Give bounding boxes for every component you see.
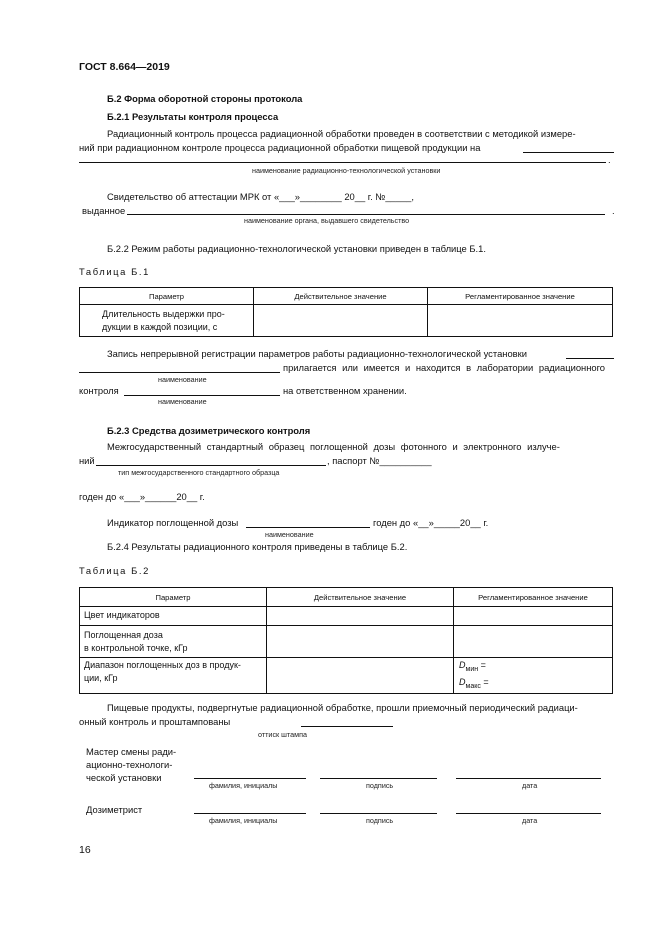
caption-indicator-name: наименование (265, 530, 314, 539)
standard-sample-fill-line[interactable] (96, 465, 326, 466)
table2-header-actual: Действительное значение (267, 588, 454, 607)
table1-cell-param: Длительность выдержки про- дукции в каждой позиции, с (80, 305, 254, 337)
installation-fill-line-1[interactable] (523, 152, 614, 153)
master-name-line[interactable] (194, 778, 306, 779)
indicator-fill-line[interactable] (246, 527, 370, 528)
record-line2: прилагается или имеется и находится в лаборатории радиационного (283, 362, 606, 373)
table-b1 (79, 287, 613, 337)
table-row (80, 607, 613, 626)
record-fill-line-2[interactable] (79, 372, 280, 373)
b23-line2-end: , паспорт №__________ (327, 455, 432, 466)
b21-text-line2: ний при радиационном контроле процесса радиационной обработки пищевой продукции на (79, 142, 481, 153)
table2-cell-colour: Цвет индикаторов (80, 607, 267, 626)
dosimetrist-date-line[interactable] (456, 813, 601, 814)
b22-text: Б.2.2 Режим работы радиационно-технологической установки приведен в таблице Б.1. (107, 243, 486, 254)
table2-cell-actual-2[interactable] (267, 626, 454, 658)
table2-header-param: Параметр (80, 588, 267, 607)
section-b2-title: Б.2 Форма оборотной стороны протокола (107, 93, 303, 104)
b23-line2-start: ний (79, 455, 95, 466)
valid-until-line: годен до «___»______20__ г. (79, 491, 205, 502)
caption-issuer: наименование органа, выдавшего свидетельство (244, 216, 410, 225)
table-row (80, 626, 613, 658)
certificate-line: Свидетельство об аттестации МРК от «___»________ 20__ г. №_____, (107, 191, 415, 202)
section-b21-title: Б.2.1 Результаты контроля процесса (107, 111, 279, 122)
b23-text-line1: Межгосударственный стандартный образец поглощенной дозы фотонного и электронного излуче- (107, 441, 560, 452)
dosimetrist-caption-name: фамилия, инициалы (209, 816, 278, 825)
indicator-valid-until: годен до «__»_____20__ г. (373, 517, 489, 528)
indicator-label: Индикатор поглощенной дозы (107, 517, 239, 528)
caption-standard-type: тип межгосударственного стандартного образца (118, 468, 280, 477)
caption-installation: наименование радиационно-технологической установки (252, 166, 441, 175)
table2-label: Таблица Б.2 (79, 565, 150, 576)
table2-header-regulated: Регламентированное значение (454, 588, 613, 607)
dose-max-formula (459, 676, 609, 693)
caption-record-2: наименование (158, 397, 207, 406)
dose-max-symbol: D (459, 676, 466, 687)
dose-max-equals: = (480, 676, 489, 687)
table2-cell-actual-1[interactable] (267, 607, 454, 626)
table2-cell-regulated-3[interactable] (454, 658, 613, 694)
table-b2 (79, 587, 613, 694)
dosimetrist-caption-sign: подпись (366, 816, 394, 825)
record-line3-start: контроля (79, 385, 119, 396)
dosimetrist-caption-date: дата (522, 816, 538, 825)
stamp-fill-line[interactable] (301, 726, 393, 727)
dosimetrist-label: Дозиметрист (86, 804, 143, 815)
master-caption-date: дата (522, 781, 538, 790)
dosimetrist-signature-line[interactable] (320, 813, 437, 814)
page-number: 16 (79, 844, 91, 856)
caption-record-1: наименование (158, 375, 207, 384)
issued-label: выданное (82, 205, 126, 216)
period: . (612, 205, 615, 216)
table1-header-regulated: Регламентированное значение (428, 288, 613, 305)
final-line1: Пищевые продукты, подвергнутые радиационной обработке, прошли приемочный периодический радиаци- (107, 702, 578, 713)
dose-min-formula (459, 659, 609, 676)
installation-fill-line-2[interactable] (79, 162, 606, 163)
table2-cell-regulated-1[interactable] (454, 607, 613, 626)
issuer-fill-line[interactable] (127, 214, 605, 215)
table1-header-param: Параметр (80, 288, 254, 305)
record-line3-end: на ответственном хранении. (283, 385, 407, 396)
record-fill-line-1[interactable] (566, 358, 614, 359)
table2-cell-dose: Поглощенная доза в контрольной точке, кГр (80, 626, 267, 658)
b21-text-line1: Радиационный контроль процесса радиационной обработки проведен в соответствии с методикой измере- (107, 128, 576, 139)
master-label: Мастер смены ради- ационно-технологи- ческой установки (86, 746, 177, 783)
table2-cell-regulated-2[interactable] (454, 626, 613, 658)
dose-min-equals: = (478, 660, 486, 670)
table2-cell-actual-3[interactable] (267, 658, 454, 694)
master-date-line[interactable] (456, 778, 601, 779)
table1-label: Таблица Б.1 (79, 266, 150, 277)
table1-cell-regulated[interactable] (428, 305, 613, 337)
master-signature-line[interactable] (320, 778, 437, 779)
dose-max-subscript: макс (465, 682, 481, 690)
dosimetrist-name-line[interactable] (194, 813, 306, 814)
caption-stamp: оттиск штампа (258, 730, 307, 739)
period: . (608, 154, 611, 165)
table-row (80, 658, 613, 694)
table2-cell-range: Диапазон поглощенных доз в продук- ции, кГр (80, 658, 267, 694)
document-header: ГОСТ 8.664—2019 (79, 61, 170, 73)
record-line1: Запись непрерывной регистрации параметров работы радиационно-технологической установки (107, 348, 527, 359)
dose-min-symbol: D (459, 660, 466, 670)
table1-header-actual: Действительное значение (254, 288, 428, 305)
record-fill-line-3[interactable] (124, 395, 280, 396)
dose-min-subscript: мин (465, 665, 479, 673)
final-line2: онный контроль и проштампованы (79, 716, 231, 727)
master-caption-sign: подпись (366, 781, 394, 790)
table-row (80, 305, 613, 337)
b24-text: Б.2.4 Результаты радиационного контроля приведены в таблице Б.2. (107, 541, 408, 552)
section-b23-title: Б.2.3 Средства дозиметрического контроля (107, 425, 311, 436)
table1-cell-actual[interactable] (254, 305, 428, 337)
master-caption-name: фамилия, инициалы (209, 781, 278, 790)
